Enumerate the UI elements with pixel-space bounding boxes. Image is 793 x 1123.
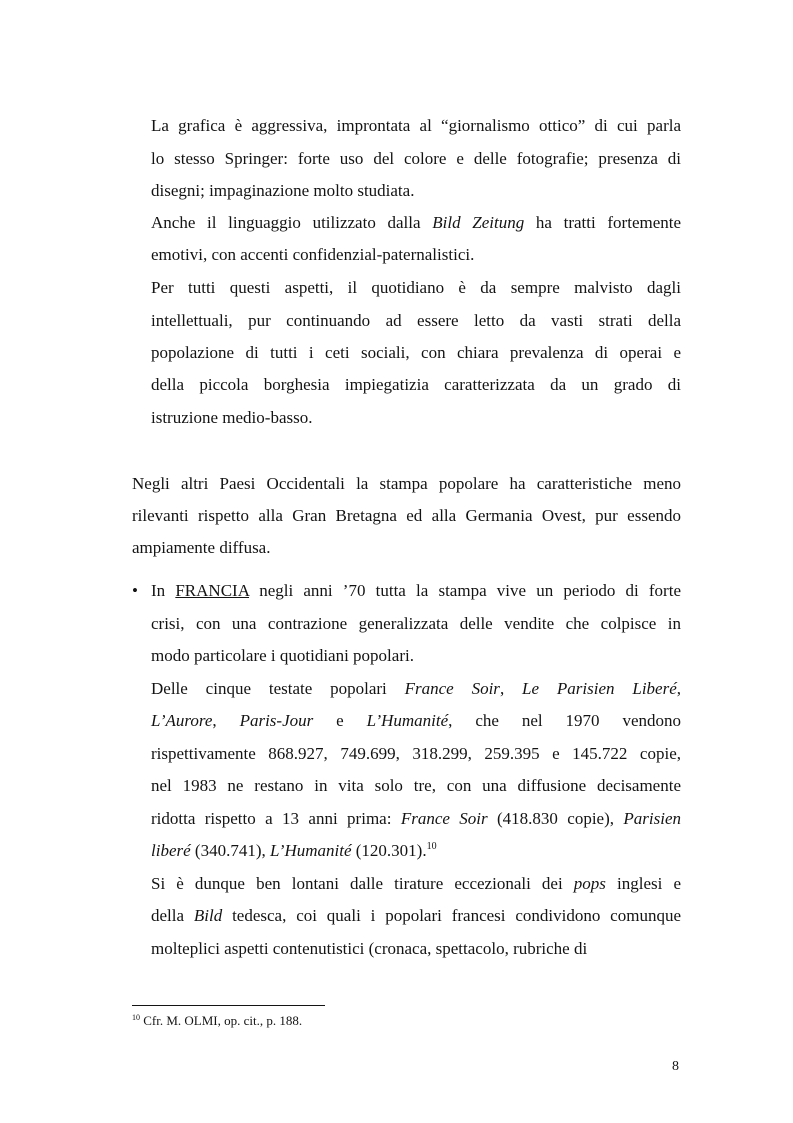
- paragraph-2-line-1: Anche il linguaggio utilizzato dalla Bild Zeitung ha tratti fortemente: [151, 213, 682, 232]
- paragraph-4-line-2: rilevanti rispetto alla Gran Bretagna ed alla Germania Ovest, pur essendo: [132, 506, 681, 525]
- paragraph-6-line-3: molteplici aspetti contenutistici (cronaca, spettacolo, rubriche di: [151, 939, 588, 958]
- paragraph-5-line-2: L’Aurore, Paris-Jour e L’Humanité, che nel 1970 vendono: [151, 711, 681, 730]
- title-paris-jour: Paris-Jour: [239, 711, 314, 730]
- bullet-line-2: crisi, con una contrazione generalizzata delle vendite che colpisce in: [151, 614, 681, 633]
- country-france: FRANCIA: [175, 581, 250, 600]
- footnote-number: 10: [132, 1013, 140, 1022]
- paragraph-5-line-1: Delle cinque testate popolari France Soir, Le Parisien Liberé,: [151, 679, 682, 698]
- page-number: 8: [672, 1059, 679, 1074]
- paragraph-5-line-3: rispettivamente 868.927, 749.699, 318.299, 259.395 e 145.722 copie,: [151, 744, 681, 763]
- paragraph-3-line-5: istruzione medio-basso.: [151, 408, 313, 427]
- title-libere: liberé: [151, 841, 191, 860]
- footnote-text: Cfr. M. OLMI, op. cit., p. 188.: [143, 1013, 303, 1028]
- title-bild-zeitung: Bild Zeitung: [432, 213, 525, 232]
- paragraph-6-line-1: Si è dunque ben lontani dalle tirature eccezionali dei pops inglesi e: [151, 874, 682, 893]
- paragraph-5-line-4: nel 1983 ne restano in vita solo tre, con una diffusione decisamente: [151, 776, 681, 795]
- paragraph-5-line-6: liberé (340.741), L’Humanité (120.301).$^{10}$: [151, 841, 437, 860]
- paragraph-4-line-1: Negli altri Paesi Occidentali la stampa popolare ha caratteristiche meno: [132, 474, 681, 493]
- bullet-marker: •: [132, 581, 138, 600]
- footnote: [132, 1013, 302, 1029]
- title-france-soir-2: France Soir: [400, 809, 488, 828]
- title-bild: Bild: [193, 906, 223, 925]
- bullet-line-1: In FRANCIA negli anni ’70 tutta la stampa vive un periodo di forte: [151, 581, 681, 600]
- title-le-parisien-libere: Le Parisien Liberé: [522, 679, 677, 698]
- paragraph-2-line-2: emotivi, con accenti confidenzial-paternalistici.: [151, 245, 475, 264]
- paragraph-3-line-4: della piccola borghesia impiegatizia caratterizzata da un grado di: [151, 375, 681, 394]
- title-lhumanite: L’Humanité: [366, 711, 449, 730]
- bullet-line-3: modo particolare i quotidiani popolari.: [151, 646, 414, 665]
- footnote-divider: [132, 1005, 325, 1006]
- footnote-reference[interactable]: 10: [426, 841, 437, 852]
- title-lhumanite-2: L’Humanité: [269, 841, 352, 860]
- paragraph-3-line-2: intellettuali, pur continuando ad essere letto da vasti strati della: [151, 311, 681, 330]
- paragraph-3-line-3: popolazione di tutti i ceti sociali, con chiara prevalenza di operai e: [151, 343, 681, 362]
- term-pops: pops: [573, 874, 606, 893]
- paragraph-5-line-5: ridotta rispetto a 13 anni prima: France Soir (418.830 copie), Parisien: [151, 809, 681, 828]
- paragraph-6-line-2: della Bild tedesca, coi quali i popolari francesi condividono comunque: [151, 906, 681, 925]
- paragraph-3-line-1: Per tutti questi aspetti, il quotidiano è da sempre malvisto dagli: [151, 278, 681, 297]
- paragraph-1-line-3: disegni; impaginazione molto studiata.: [151, 181, 415, 200]
- paragraph-1-line-1: La grafica è aggressiva, improntata al “giornalismo ottico” di cui parla: [151, 116, 681, 135]
- paragraph-4-line-3: ampiamente diffusa.: [132, 538, 271, 557]
- title-laurore: L’Aurore: [151, 711, 213, 730]
- title-parisien: Parisien: [623, 809, 681, 828]
- title-france-soir: France Soir: [404, 679, 500, 698]
- paragraph-1-line-2: lo stesso Springer: forte uso del colore e delle fotografie; presenza di: [151, 149, 681, 168]
